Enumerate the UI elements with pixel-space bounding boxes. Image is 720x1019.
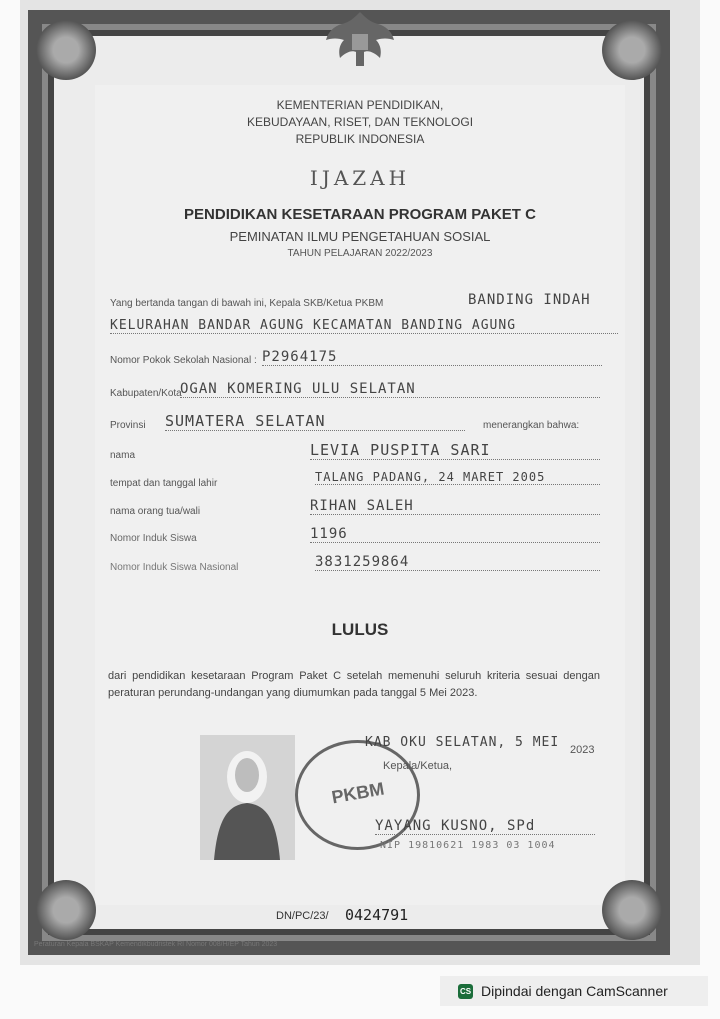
corner-ornament	[602, 880, 662, 940]
ministry-line-3: REPUBLIK INDONESIA	[295, 132, 425, 146]
serial-prefix: DN/PC/23/	[276, 910, 329, 922]
camscanner-logo-icon: CS	[458, 984, 473, 999]
statement-paragraph: dari pendidikan kesetaraan Program Paket C setelah memenuhi seluruh kriteria sesuai dengan peraturan perundang-undangan yang diumumkan pada tanggal 5 Mei 2023.	[108, 670, 600, 699]
corner-ornament	[36, 880, 96, 940]
prov-label: Provinsi	[110, 420, 146, 431]
ttl-value: TALANG PADANG, 24 MARET 2005	[315, 470, 600, 485]
sign-year: 2023	[570, 744, 595, 756]
result-status: LULUS	[331, 620, 389, 639]
ortu-label: nama orang tua/wali	[110, 506, 201, 517]
signer-role: Kepala/Ketua,	[383, 760, 453, 772]
signer-name: YAYANG KUSNO, SPd	[375, 818, 595, 835]
student-photo	[200, 735, 295, 860]
nisn-label: Nomor Induk Siswa Nasional	[110, 562, 239, 573]
kab-value: OGAN KOMERING ULU SELATAN	[180, 381, 600, 398]
signer-nip: NIP 19810621 1983 03 1004	[380, 840, 556, 851]
peminatan: PEMINATAN ILMU PENGETAHUAN SOSIAL	[229, 229, 491, 244]
npsn-value: P2964175	[262, 349, 602, 366]
program-title: PENDIDIKAN KESETARAAN PROGRAM PAKET C	[184, 206, 536, 223]
ortu-value: RIHAN SALEH	[310, 498, 600, 515]
nama-label: nama	[110, 450, 136, 461]
ministry-line-1: KEMENTERIAN PENDIDIKAN,	[276, 98, 444, 112]
intro-label: Yang bertanda tangan di bawah ini, Kepala SKB/Ketua PKBM	[110, 298, 384, 309]
regulation-note: Peraturan Kepala BSKAP Kemendikbudristek RI Nomor 008/H/EP Tahun 2023	[34, 941, 278, 948]
scanner-label: Dipindai dengan CamScanner	[481, 983, 668, 999]
academic-year: TAHUN PELAJARAN 2022/2023	[287, 248, 433, 259]
sign-place-date: KAB OKU SELATAN, 5 MEI	[365, 735, 560, 750]
prov-value: SUMATERA SELATAN	[165, 412, 465, 431]
npsn-label: Nomor Pokok Sekolah Nasional :	[110, 355, 257, 366]
ttl-label: tempat dan tanggal lahir	[110, 478, 218, 489]
ministry-line-2: KEBUDAYAAN, RISET, DAN TEKNOLOGI	[246, 115, 474, 129]
pkbm-address: KELURAHAN BANDAR AGUNG KECAMATAN BANDING AGUNG	[110, 318, 618, 334]
garuda-emblem-icon	[320, 8, 400, 70]
nis-value: 1196	[310, 526, 600, 543]
nisn-value: 3831259864	[315, 554, 600, 571]
kab-label: Kabupaten/Kota	[110, 388, 182, 399]
serial-number: 0424791	[345, 906, 409, 924]
document-title: IJAZAH	[309, 166, 411, 190]
pkbm-name: BANDING INDAH	[468, 292, 591, 308]
nis-label: Nomor Induk Siswa	[110, 533, 197, 544]
nama-value: LEVIA PUSPITA SARI	[310, 441, 600, 460]
corner-ornament	[602, 20, 662, 80]
stamp-text: PKBM	[330, 778, 386, 808]
corner-ornament	[36, 20, 96, 80]
menerangkan-label: menerangkan bahwa:	[483, 420, 580, 431]
